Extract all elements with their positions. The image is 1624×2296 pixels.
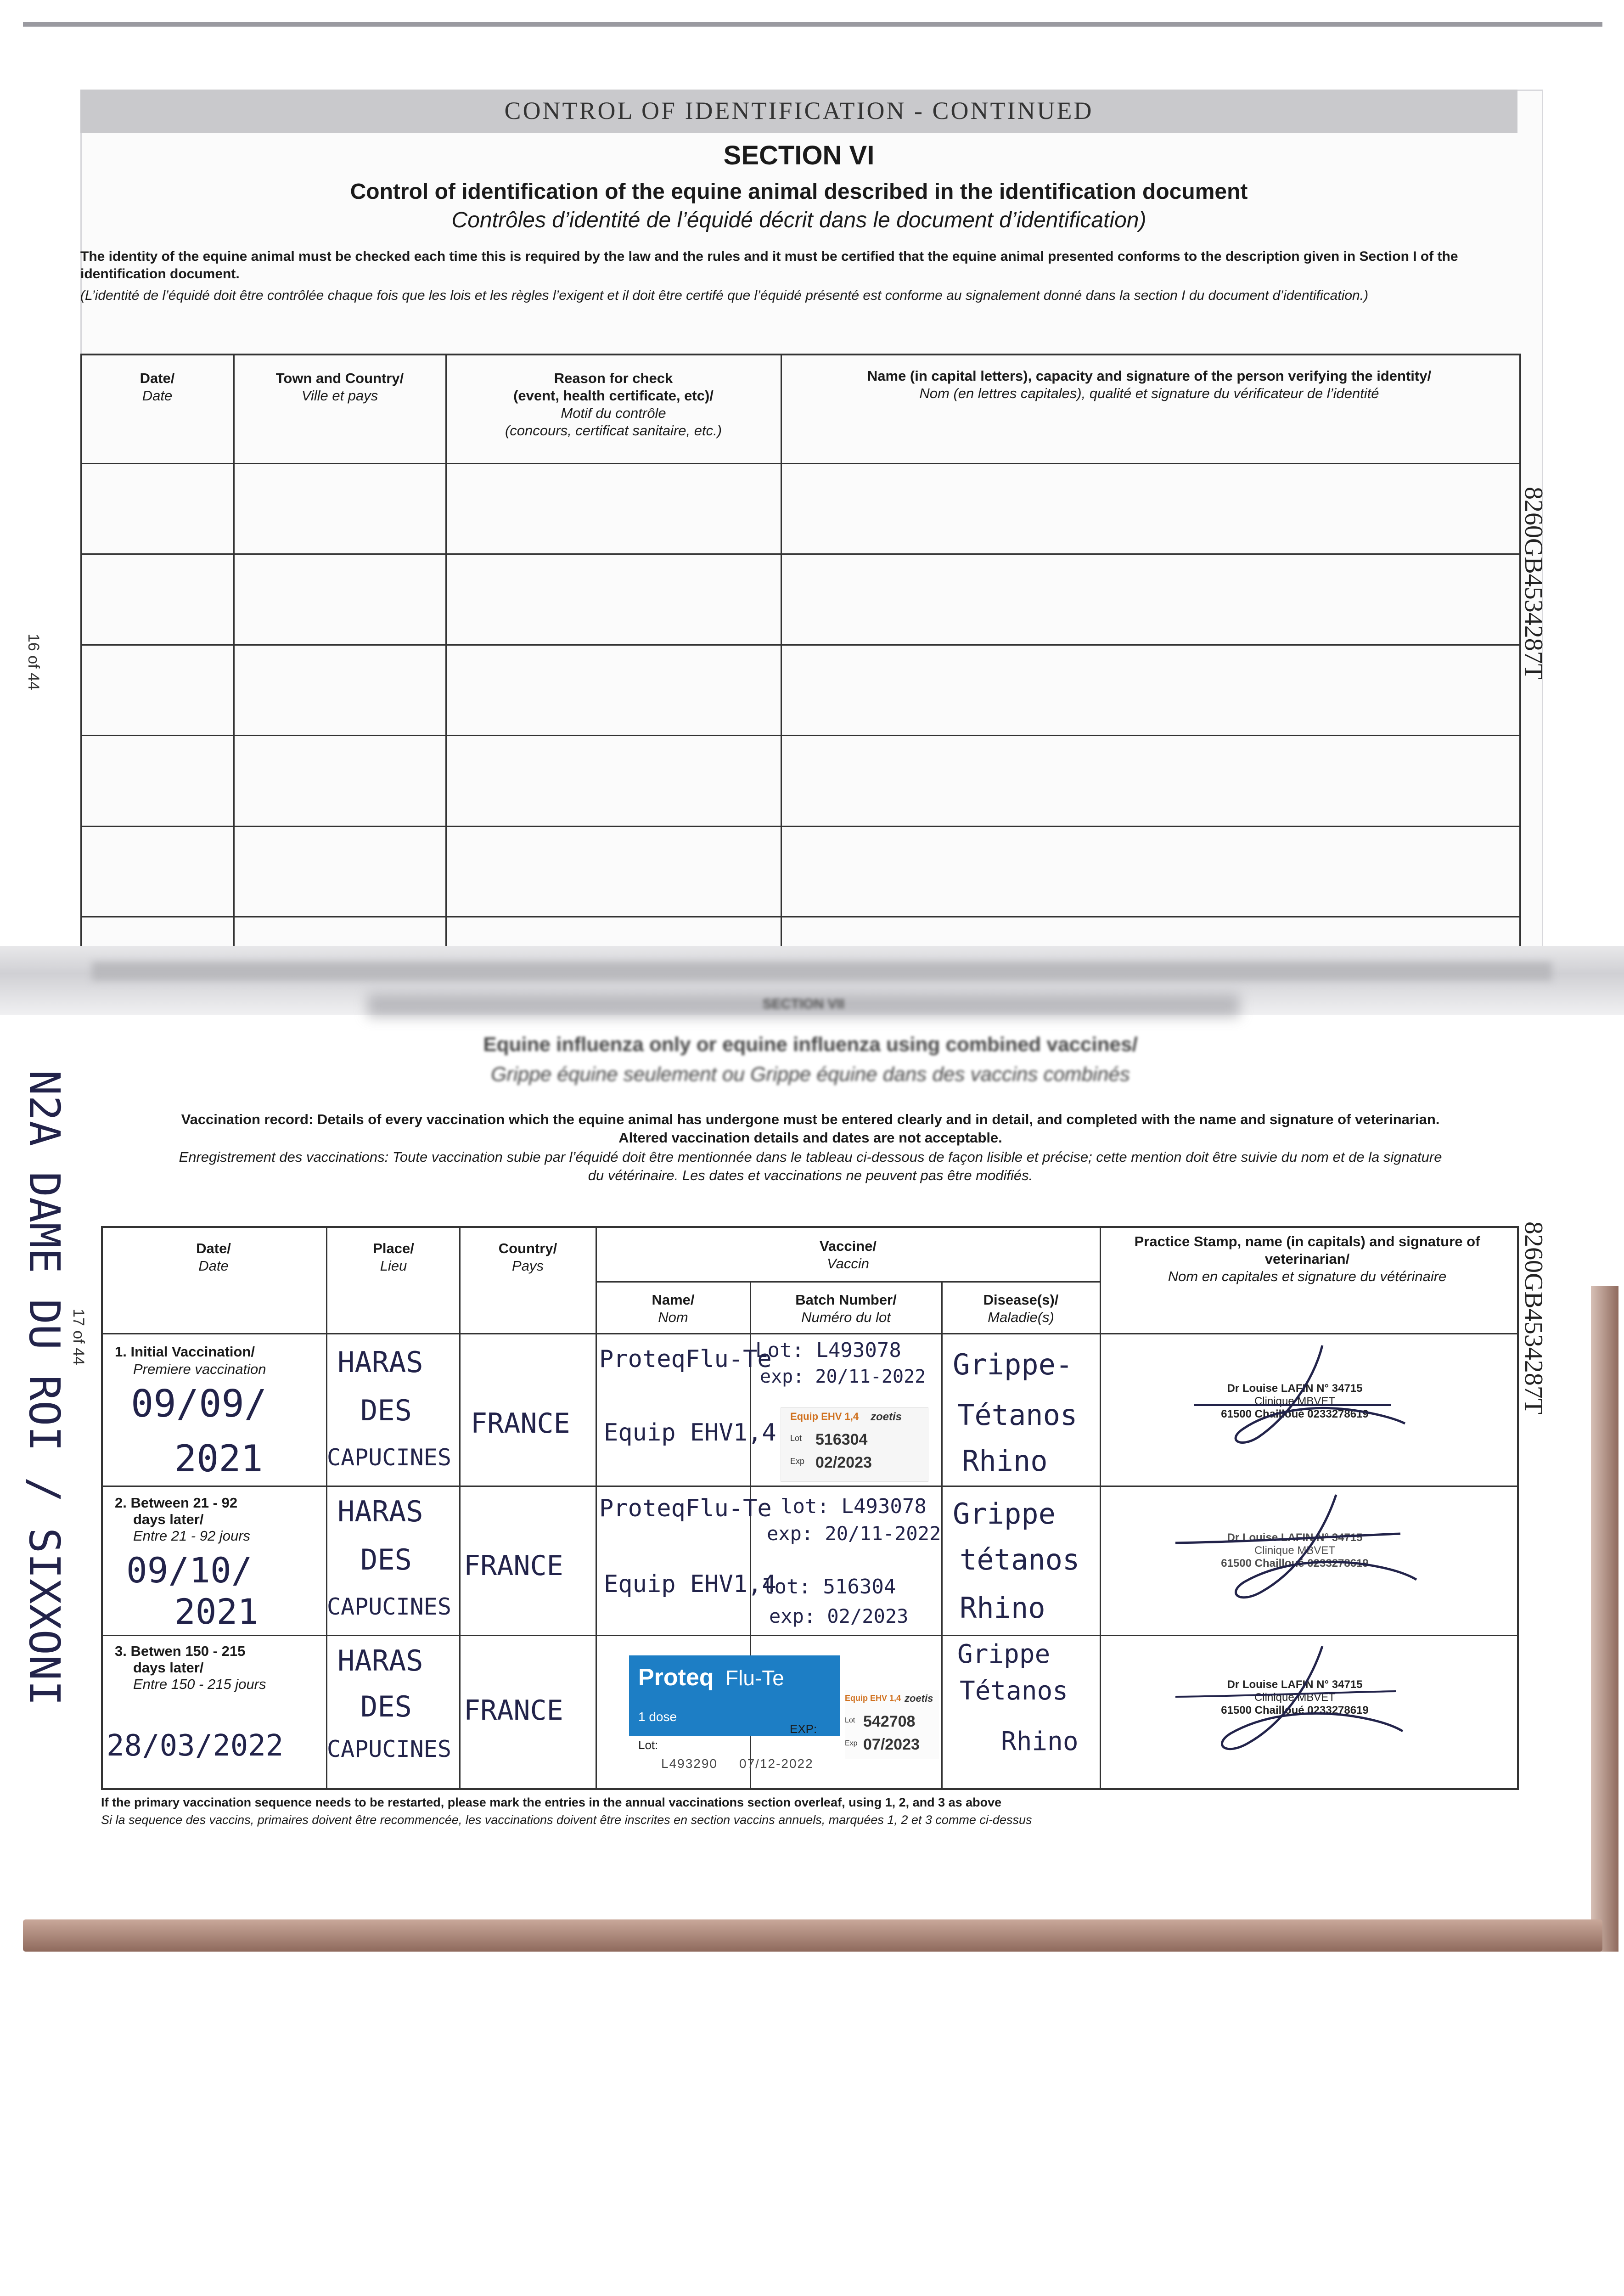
id-header-reason-en: Reason for check xyxy=(554,370,673,386)
row1-label-en: 1. Initial Vaccination/ xyxy=(115,1344,255,1360)
vac-header-name xyxy=(596,1291,750,1326)
row3-stamp-line1: Dr Louise LAFIN N° 34715 xyxy=(1227,1678,1363,1691)
vac-header-batch xyxy=(751,1291,941,1326)
id-row-divider xyxy=(80,916,1519,917)
page-number-16: 16 of 44 xyxy=(25,634,42,690)
row1-batch-2: exp: 20/11-2022 xyxy=(760,1366,926,1387)
id-header-name-en: Name (in capital letters), capacity and signature of the person verifying the identity/ xyxy=(867,368,1432,384)
id-header-name-fr: Nom (en lettres capitales), qualité et signature du vérificateur de l’identité xyxy=(919,385,1379,401)
row3-label-en-2: days later/ xyxy=(133,1660,204,1676)
id-header-date-fr: Date xyxy=(142,388,173,404)
row2-country: FRANCE xyxy=(464,1550,563,1582)
row1-stamp-line1: Dr Louise LAFIN N° 34715 xyxy=(1227,1382,1363,1395)
cover-edge-bottom xyxy=(23,1919,1602,1952)
vac-header-vaccine xyxy=(596,1238,1100,1272)
identification-table xyxy=(80,354,1521,948)
row2-batch-3: lot: 516304 xyxy=(762,1575,896,1598)
row3-label xyxy=(115,1643,266,1693)
id-col-divider xyxy=(233,354,235,946)
row1-country: FRANCE xyxy=(471,1407,570,1440)
vac-header-stamp xyxy=(1101,1233,1514,1285)
row3-label-brand: Proteq xyxy=(638,1664,714,1691)
vac-header-name-fr: Nom xyxy=(658,1309,688,1325)
row3-place-line3: CAPUCINES xyxy=(327,1736,451,1762)
row3-disease-2: Tétanos xyxy=(960,1676,1068,1706)
row1-place-line2: DES xyxy=(360,1394,412,1427)
vac-header-vaccine-fr: Vaccin xyxy=(827,1255,869,1272)
row2-batch-1: lot: L493078 xyxy=(781,1495,927,1518)
restart-note-fr: Si la sequence des vaccins, primaires doivent être recommencée, les vaccinations doivent être inscrites en section vaccins annuels, marquées 1, 2 et 3 comme ci-dessus xyxy=(101,1813,1032,1827)
id-col-divider xyxy=(781,354,782,946)
row1-disease-3: Rhino xyxy=(962,1444,1048,1478)
row2-disease-3: Rhino xyxy=(960,1591,1045,1625)
row3-label-fr: Entre 150 - 215 jours xyxy=(133,1676,266,1692)
row1-stamp-line3: 61500 Chailloué 0233278619 xyxy=(1221,1408,1369,1420)
passport-number-top: 8260GB4534287T xyxy=(1519,487,1548,680)
banner-title: CONTROL OF IDENTIFICATION - CONTINUED xyxy=(504,97,1094,124)
id-header-date xyxy=(80,370,234,405)
row3-disease-1: Grippe xyxy=(957,1639,1051,1669)
vac-col-divider xyxy=(326,1226,327,1788)
title-english: Control of identification of the equine animal described in the identification document xyxy=(350,180,1248,204)
row1-disease-1: Grippe- xyxy=(953,1348,1073,1381)
row2-stamp-line2: Clinique MBVET xyxy=(1254,1544,1336,1557)
row3-label-lot: Lot: xyxy=(638,1738,658,1752)
vaccination-intro-fr xyxy=(92,1148,1529,1185)
id-header-reason-fr: Motif du contrôle xyxy=(561,405,666,421)
row1-place-line3: CAPUCINES xyxy=(327,1444,451,1471)
row3-country: FRANCE xyxy=(464,1694,563,1727)
row3-label-dose: 1 dose xyxy=(638,1710,677,1724)
vaccination-intro-fr-1: Enregistrement des vaccinations: Toute vaccination subie par l’équidé doit être mentionnée dans le tableau ci-dessous de façon lisible et précise; cette mention doit être suivie du nom et de la signature xyxy=(179,1149,1442,1165)
intro-french: (L’identité de l’équidé doit être contrôlée chaque fois que les lois et les règles l’exigent et il doit être certifé que l’équidé présenté est conforme au signalement donné dans la section I du document d’identification.) xyxy=(80,288,1369,303)
vaccination-intro-en-2: Altered vaccination details and dates are not acceptable. xyxy=(618,1130,1002,1146)
row2-label-en-2: days later/ xyxy=(133,1511,204,1527)
row1-vaccine-name-2: Equip EHV1,4 xyxy=(604,1419,776,1446)
row3-sticker-lot: 542708 xyxy=(863,1713,916,1730)
row3-date: 28/03/2022 xyxy=(107,1729,284,1763)
row3-stamp-line3: 61500 Chailloué 0233278619 xyxy=(1221,1704,1369,1716)
row3-label-lot-value: L493290 xyxy=(661,1756,718,1771)
vac-header-vaccine-en: Vaccine/ xyxy=(819,1238,877,1254)
row3-disease-3: Rhino xyxy=(1001,1727,1079,1756)
row3-place-line2: DES xyxy=(360,1690,412,1723)
vac-header-country xyxy=(460,1240,596,1275)
vac-header-place-fr: Lieu xyxy=(380,1258,407,1274)
row1-signature xyxy=(1175,1341,1414,1479)
vac-header-stamp-en-2: veterinarian/ xyxy=(1264,1251,1350,1267)
section7-title-en: Equine influenza only or equine influenza using combined vaccines/ xyxy=(483,1033,1138,1056)
row1-label xyxy=(115,1343,266,1378)
id-header-town xyxy=(234,370,445,405)
row2-stamp-line3: 61500 Chailloué 0233278619 xyxy=(1221,1557,1369,1570)
section7-title-fr: Grippe équine seulement ou Grippe équine dans des vaccins combinés xyxy=(491,1063,1130,1086)
handwritten-side-note: N2A DAME DU ROI / SIXXONI xyxy=(20,1070,69,1706)
row1-sticker-brand: Equip EHV 1,4 xyxy=(790,1411,859,1422)
vac-header-place xyxy=(327,1240,460,1275)
row1-disease-2: Tétanos xyxy=(957,1398,1078,1432)
id-col-divider xyxy=(445,354,447,946)
row2-place-line3: CAPUCINES xyxy=(327,1593,451,1620)
row1-stamp-line2: Clinique MBVET xyxy=(1254,1395,1336,1407)
vac-header-stamp-fr: Nom en capitales et signature du vétérinaire xyxy=(1168,1268,1447,1284)
vac-row-divider xyxy=(101,1486,1517,1487)
row3-label-exp-value: 07/12-2022 xyxy=(739,1756,814,1771)
row3-place-line1: HARAS xyxy=(337,1644,423,1677)
vac-header-date-fr: Date xyxy=(198,1258,229,1274)
title-french: Contrôles d’identité de l’équidé décrit dans le document d’identification) xyxy=(451,208,1146,232)
row3-sticker-lot-label: Lot xyxy=(845,1716,855,1724)
section7-title: SECTION VII xyxy=(762,996,845,1012)
vac-header-stamp-en: Practice Stamp, name (in capitals) and signature of xyxy=(1134,1233,1480,1249)
row3-sticker-brand: Equip EHV 1,4 xyxy=(845,1694,901,1703)
row1-date-line2: 2021 xyxy=(174,1437,263,1480)
row3-sticker-exp: 07/2023 xyxy=(863,1736,920,1753)
row3-label-exp: EXP: xyxy=(790,1722,817,1736)
id-header-reason-en-2: (event, health certificate, etc)/ xyxy=(513,388,714,404)
id-header-town-en: Town and Country/ xyxy=(275,370,404,386)
row2-place-line1: HARAS xyxy=(337,1495,423,1528)
row2-vaccine-name-1: ProteqFlu-Te xyxy=(599,1495,772,1522)
vac-row-divider xyxy=(101,1333,1517,1334)
row3-label-en: 3. Betwen 150 - 215 xyxy=(115,1643,246,1659)
page-number-17: 17 of 44 xyxy=(70,1309,87,1365)
passport-number-bottom: 8260GB4534287T xyxy=(1519,1221,1548,1414)
row3-signature xyxy=(1157,1642,1423,1779)
vac-header-country-en: Country/ xyxy=(498,1240,557,1256)
id-row-divider xyxy=(80,735,1519,736)
row3-sticker xyxy=(845,1690,939,1759)
vac-header-date xyxy=(101,1240,326,1275)
row2-stamp-line1: Dr Louise LAFIN N° 34715 xyxy=(1227,1531,1363,1544)
row2-disease-2: tétanos xyxy=(960,1543,1080,1576)
row2-batch-2: exp: 20/11-2022 xyxy=(767,1522,941,1545)
cover-edge-right xyxy=(1591,1286,1618,1952)
vac-header-date-en: Date/ xyxy=(196,1240,231,1256)
vac-header-disease-fr: Maladie(s) xyxy=(988,1309,1054,1325)
vac-header-batch-fr: Numéro du lot xyxy=(801,1309,891,1325)
vac-header-disease-en: Disease(s)/ xyxy=(983,1292,1059,1308)
intro-english: The identity of the equine animal must be checked each time this is required by the law and the rules and it must be certified that the equine animal presented conforms to the description given in Section I of the identification document. xyxy=(80,249,1458,281)
vac-header-name-en: Name/ xyxy=(652,1292,695,1308)
id-row-divider xyxy=(80,463,1519,464)
row2-disease-1: Grippe xyxy=(953,1497,1056,1531)
vaccination-intro-fr-2: du vétérinaire. Les dates et vaccinations ne peuvent pas être modifiés. xyxy=(588,1167,1033,1183)
row2-signature xyxy=(1166,1490,1423,1628)
row1-date-line1: 09/09/ xyxy=(131,1382,267,1426)
restart-note-en: If the primary vaccination sequence needs to be restarted, please mark the entries in the annual vaccinations section overleaf, using 1, 2, and 3 as above xyxy=(101,1795,1002,1809)
row2-label-en: 2. Between 21 - 92 xyxy=(115,1495,238,1511)
row1-sticker-lot: 516304 xyxy=(815,1431,868,1448)
vac-row-divider xyxy=(101,1635,1517,1636)
vac-header-disease xyxy=(942,1291,1100,1326)
row3-sticker-exp-label: Exp xyxy=(845,1739,858,1747)
row1-sticker-lot-label: Lot xyxy=(790,1434,802,1443)
row2-date-line1: 09/10/ xyxy=(126,1550,253,1591)
row1-sticker-maker: zoetis xyxy=(871,1411,902,1423)
row1-label-fr: Premiere vaccination xyxy=(133,1361,266,1377)
vac-header-country-fr: Pays xyxy=(512,1258,544,1274)
row1-sticker-exp-label: Exp xyxy=(790,1457,805,1466)
row1-sticker-exp: 02/2023 xyxy=(815,1454,872,1471)
vac-header-batch-en: Batch Number/ xyxy=(795,1292,897,1308)
row2-batch-4: exp: 02/2023 xyxy=(769,1605,909,1627)
page-edge xyxy=(23,22,1602,27)
vac-col-divider xyxy=(941,1281,943,1788)
row2-place-line2: DES xyxy=(360,1543,412,1576)
id-row-divider xyxy=(80,826,1519,827)
vac-header-place-en: Place/ xyxy=(373,1240,414,1256)
row1-vaccine-name-1: ProteqFlu-Te xyxy=(599,1345,772,1373)
id-row-divider xyxy=(80,553,1519,555)
id-header-reason-fr-2: (concours, certificat sanitaire, etc.) xyxy=(505,422,722,439)
vaccination-intro-en xyxy=(92,1110,1529,1147)
row3-sticker-maker: zoetis xyxy=(905,1693,933,1704)
vac-col-divider xyxy=(459,1226,461,1788)
row1-place-line1: HARAS xyxy=(337,1345,423,1379)
id-header-reason xyxy=(446,370,781,439)
row2-date-line2: 2021 xyxy=(174,1591,259,1632)
vac-col-divider xyxy=(1100,1226,1101,1788)
row3-stamp-line2: Clinique MBVET xyxy=(1254,1691,1336,1704)
id-header-name xyxy=(782,367,1517,402)
vac-subheader-line xyxy=(596,1281,1100,1283)
fold-shadow xyxy=(92,962,1552,980)
row1-sticker xyxy=(781,1407,928,1482)
row3-label-product: Flu-Te xyxy=(725,1666,784,1690)
row2-vaccine-name-2: Equip EHV1,4 xyxy=(604,1570,776,1598)
section-title: SECTION VI xyxy=(723,141,875,170)
vaccination-intro-en-1: Vaccination record: Details of every vaccination which the equine animal has undergone must be entered clearly and in detail, and completed with the name and signature of veterinarian. xyxy=(181,1111,1440,1127)
id-header-date-en: Date/ xyxy=(140,370,175,386)
id-header-town-fr: Ville et pays xyxy=(301,388,378,404)
row2-label xyxy=(115,1495,250,1544)
id-row-divider xyxy=(80,644,1519,646)
row2-label-fr: Entre 21 - 92 jours xyxy=(133,1528,251,1544)
row1-batch-1: Lot: L493078 xyxy=(755,1339,901,1362)
